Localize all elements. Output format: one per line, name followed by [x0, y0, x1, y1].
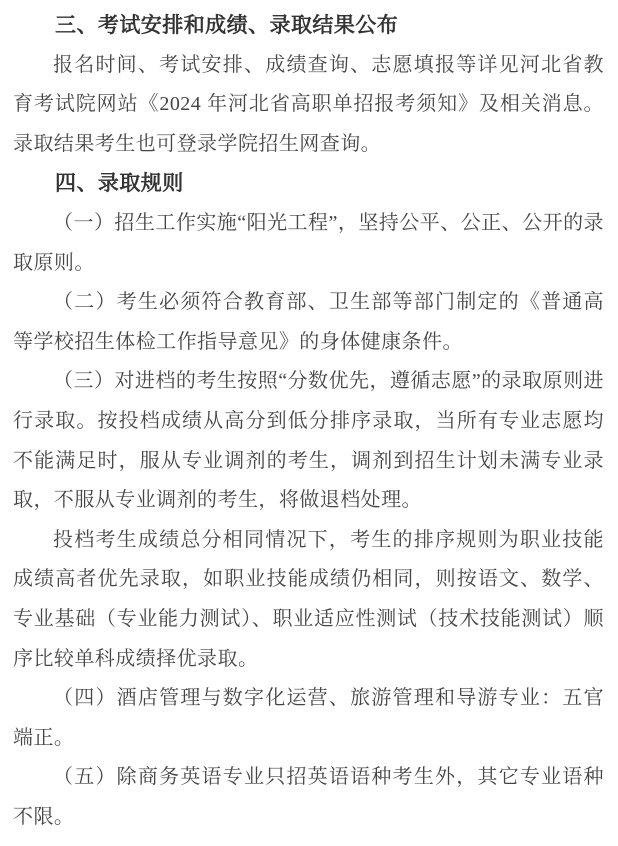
body-paragraph: （四）酒店管理与数字化运营、旅游管理和导游专业：五官端正。 — [13, 687, 604, 749]
body-paragraph: （一）招生工作实施“阳光工程”，坚持公平、公正、公开的录取原则。 — [13, 211, 604, 274]
section-heading: 三、考试安排和成绩、录取结果公布 — [55, 13, 399, 37]
body-paragraph: 报名时间、考试安排、成绩查询、志愿填报等详见河北省教育考试院网站《2024 年河北省高职单招报考须知》及相关消息。录取结果考生也可登录学院招生网查询。 — [13, 53, 604, 155]
body-paragraph: （二）考生必须符合教育部、卫生部等部门制定的《普通高等学校招生体检工作指导意见》的身体健康条件。 — [13, 291, 604, 353]
document-body — [13, 6, 604, 837]
section-heading: 四、录取规则 — [55, 171, 184, 196]
body-paragraph: （三）对进档的考生按照“分数优先，遵循志愿”的录取原则进行录取。按投档成绩从高分到低分排序录取，当所有专业志愿均不能满足时，服从专业调剂的考生，调剂到招生计划未满专业录取，不服从专业调剂的考生，将做退档处理。 — [13, 370, 604, 512]
body-paragraph: 投档考生成绩总分相同情况下，考生的排序规则为职业技能成绩高者优先录取，如职业技能成绩仍相同，则按语文、数学、专业基础（专业能力测试）、职业适应性测试（技术技能测试）顺序比较单科成绩择优录取。 — [13, 528, 604, 670]
body-paragraph: （五）除商务英语专业只招英语语种考生外，其它专业语种不限。 — [13, 766, 604, 828]
